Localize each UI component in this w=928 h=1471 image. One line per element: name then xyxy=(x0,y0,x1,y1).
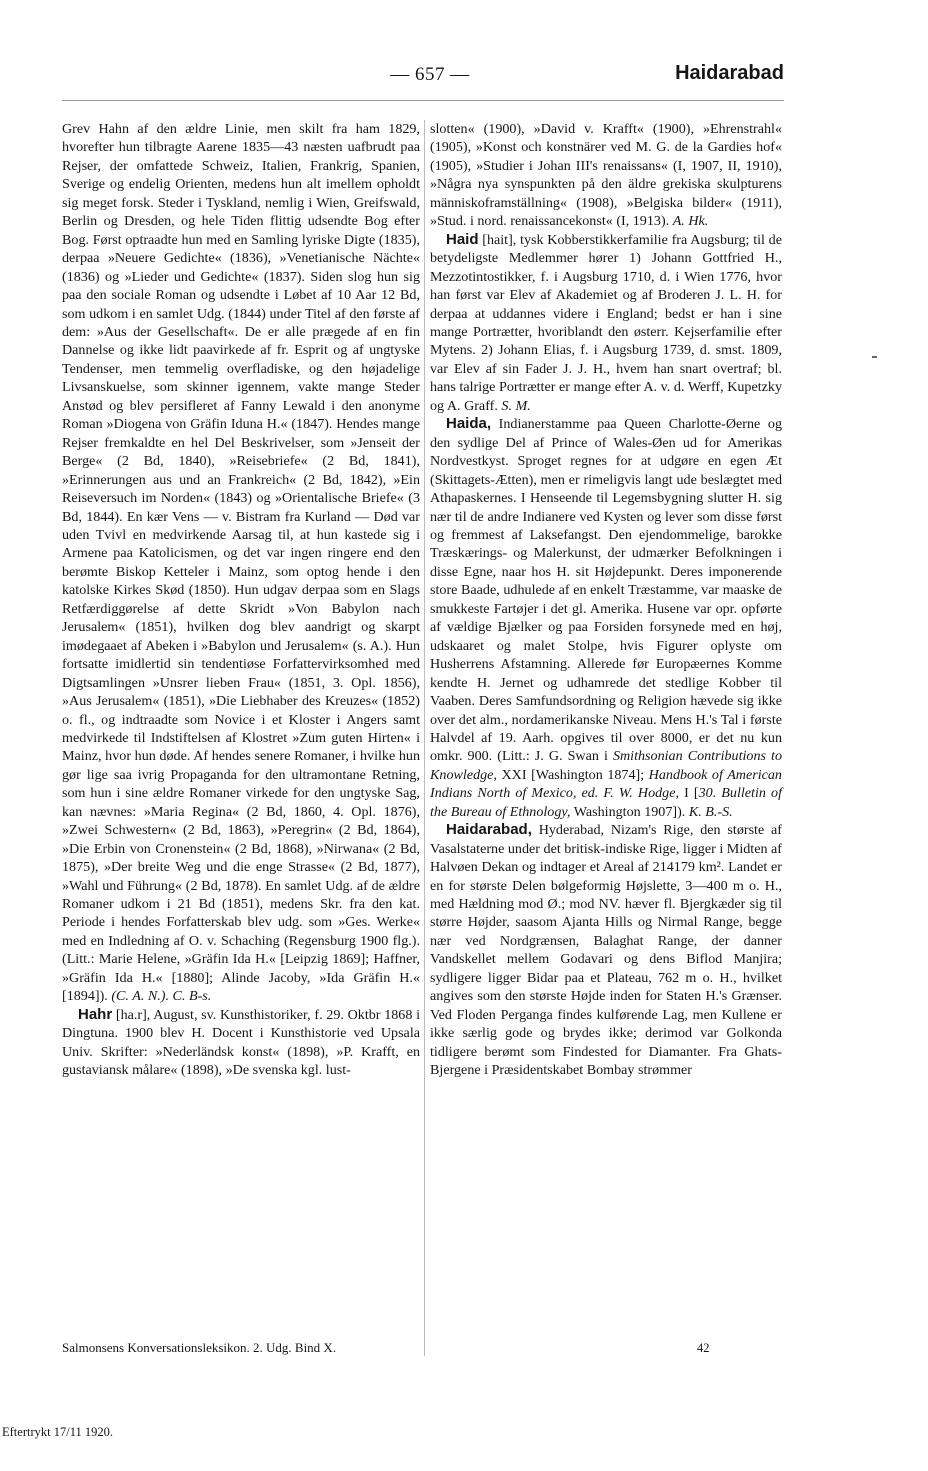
page-number: — 657 — xyxy=(390,64,470,85)
entry-text: Grev Hahn af den ældre Linie, men skilt fra ham 1829, hvorefter hun tilbragte Aarene 1835—43 næsten uafbrudt paa Rejser, der omfattede Schweiz, Italien, Frankrig, Spanien, Sverige og endelig Orienten, medens hun alt imellem opholdt sig meget forsk. Steder i Tyskland, nemlig i Wien, Greifswald, Berlin og Dresden, og hele Tiden flittig udsendte Bog efter Bog. Først optraadte hun med en Samling lyriske Digte (1835), derpaa »Neuere Gedichte« (1836), »Venetianische Nächte« (1836) og »Lieder und Gedichte« (1837). Siden slog hun sig paa den sociale Roman og udsendte i Løbet af 10 Aar 12 Bd, som udkom i en samlet Udg. (1844) under Titel af den første af dem: »Aus der Gesellschaft«. De er alle prægede af en fin Dannelse og ikke lidt paavirkede af fr. Esprit og af ungtyske Tendenser, men temmelig overfladiske, og den højadelige Livsanskuelse, som skinner igennem, vakte mange Steder Anstød og blev persifleret af Fanny Lewald i den anonyme Roman »Diogena von Gräfin Iduna H.« (1847). Hendes mange Rejser fremkaldte en hel Del Beskrivelser, som »Jenseit der Berge« (2 Bd, 1840), »Reisebriefe« (2 Bd, 1841), »Erinnerungen aus und an Frankreich« (2 Bd, 1842), »Ein Reiseversuch im Norden« (1843) og »Orientalische Briefe« (3 Bd, 1844). En kær Vens — v. Bistram fra Kurland — Død var uden Tvivl en medvirkende Aarsag til, at hun kastede sig i Armene paa Katolicismen, og det var ingen ringere end den berømte Biskop Ketteler i Mainz, som optog hende i den katolske Kirkes Skød (1850). Hun udgav derpaa som en Slags Retfærdiggørelse af dette Skridt »Von Babylon nach Jerusalem« (1851), hvilken dog blev aandrigt og skarpt imødegaaet af Abeken i »Babylon und Jerusalem« (s. A.). Hun fortsatte imidlertid sin tendentiøse Forfattervirksomhed med Digtsamlingen »Unsrer lieben Frau« (1851, 3. Opl. 1856), »Aus Jerusalem« (1851), »Die Liebhaber des Kreuzes« (1852) o. fl., og indtraadte som Novice i et Kloster i Angers samt medvirkede til Indstiftelsen af Klostret »Zum guten Hirten« i Mainz, hvor hun døde. Af hendes senere Romaner, i hvilke hun gør lige saa ivrig Propaganda for den ultramontane Retning, som hun i sine ældre Romaner virkede for den ungtyske Sag, kan nævnes: »Maria Regina« (2 Bd, 1860, 4. Opl. 1876), »Zwei Schwestern« (2 Bd, 1863), »Peregrin« (2 Bd, 1864), »Die Erbin von Cronenstein« (2 Bd, 1868), »Nirwana« (2 Bd, 1875), »Der breite Weg und die enge Strasse« (2 Bd, 1877), »Wahl und Führung« (2 Bd, 1878). En samlet Udg. af de ældre Romaner udkom i 21 Bd (1851), medens Skr. fra den kat. Periode i hendes Forfatterskab blev udg. som »Ges. Werke« med en Indledning af O. v. Schaching (Regensburg 1900 flg.). (Litt.: Marie Helene, »Gräfin Ida H.« [Leipzig 1869]; Haffner, »Gräfin Ida H.« [1880]; Alinde Jacoby, »Ida Gräfin H.« [1894]). xyxy=(62,121,420,1005)
headword-hahr: Hahr xyxy=(78,1005,113,1023)
entry-hahr-continuation xyxy=(430,120,782,231)
headword-haidarabad: Haidarabad, xyxy=(446,821,532,839)
entry-signature: (C. A. N.). C. B-s. xyxy=(111,988,212,1005)
headword-haida: Haida, xyxy=(446,415,492,433)
entry-text: Washington 1907]). xyxy=(573,803,686,820)
entry-reference: Handbook of American Indians North of Mexico, ed. F. W. Hodge, xyxy=(430,766,782,802)
reprint-note: Eftertrykt 17/11 1920. xyxy=(2,1425,113,1439)
entry-signature: A. Hk. xyxy=(672,213,709,230)
entry-text: XXI [Washington 1874]; xyxy=(501,766,645,783)
entry-text: slotten« (1900), »David v. Krafft« (1900), »Ehrenstrahl« (1905), »Konst och konstnärer ved M. G. de la Gardies hof« (1905), »Studier i Johan III's renaissans« (I, 1907, II, 1910), »Några nya synspunkten på den äldre grekiska skulpturens människoframställning« (1908), »Belgiska bilder« (1911), »Stud. i nord. renaissancekonst« (I, 1913). xyxy=(430,121,782,230)
right-column xyxy=(430,120,782,1080)
margin-mark xyxy=(872,356,877,358)
entry-hahn-continuation xyxy=(62,120,420,1006)
entry-text: Hyderabad, Nizam's Rige, den største af Vasalstaterne under det britisk-indiske Rige, ligger i Midten af Halvøen Dekan og indtager et Areal af 214179 km². Landet er en for største Delen bølgeformig Højslette, 3—400 m o. H., med Hældning mod Ø.; mod NV. hæver fl. Bjergkæder sig til større Højder, saasom Ajanta Hills og Nirmal Range, begge nær ved Nordgrænsen, Balaghat Range, der danner Vandskellet mellem Godavari og dens Biflod Manjira; sydligere ligger Bidar paa et Plateau, 762 m o. H., hvilket angives som den største Højde inden for Staten H.'s Grænser. Ved Floden Perganga findes kulførende Lag, men Kullene er ikke særlig gode og brydes ikke; derimod var Golkonda tidligere berømt som Findested for Diamanter. Fra Ghats-Bjergene i Præsidentskabet Bombay strømmer xyxy=(430,822,782,1079)
entry-haid xyxy=(430,231,782,416)
entry-haida xyxy=(430,415,782,821)
footer-publication: Salmonsens Konversationsleksikon. 2. Udg. Bind X. xyxy=(62,1340,337,1355)
running-head: Haidarabad xyxy=(675,62,784,84)
entry-haidarabad xyxy=(430,821,782,1079)
entry-reference: 30. Bulletin of the Bureau of Ethnology, xyxy=(430,785,782,820)
entry-text: I [ xyxy=(684,785,699,802)
headword-haid: Haid xyxy=(446,230,479,248)
left-column xyxy=(62,120,420,1080)
entry-text: [hait], tysk Kobberstikkerfamilie fra Augsburg; til de betydeligste Medlemmer hører 1) Johann Gottfried H., Mezzotintostikker, f. i Augsburg 1710, d. i Wien 1776, hvor han først var Elev af Akademiet og af Broderen J. L. H. for derpaa at uddannes videre i England; bedst er han i sine mange Portrætter, hvoriblandt den østerr. Kejserfamilie efter Mytens. 2) Johann Elias, f. i Augsburg 1739, d. smst. 1809, var Elev af sin Fader J. J. H., hvem han snart overtraf; bl. hans talrige Portrætter er mange efter A. v. d. Werff, Kupetzky og A. Graff. xyxy=(430,231,782,414)
footer-signature-mark: 42 xyxy=(697,1341,710,1355)
entry-reference: Smithsonian Contributions to Knowledge, xyxy=(430,748,783,783)
header-rule xyxy=(62,100,784,101)
entry-signature: S. M. xyxy=(501,397,531,414)
entry-text: [ha.r], August, sv. Kunsthistoriker, f. 29. Oktbr 1868 i Dingtuna. 1900 blev H. Docent i Kunsthistorie ved Upsala Univ. Skrifter: »Nederländsk konst« (1898), »P. Krafft, en gustaviansk målare« (1898), »De svenska kgl. lust- xyxy=(62,1006,420,1079)
entry-signature: K. B.-S. xyxy=(688,803,733,820)
column-divider xyxy=(424,120,425,1356)
entry-hahr xyxy=(62,1006,420,1080)
entry-text: Indianerstamme paa Queen Charlotte-Øerne og den sydlige Del af Prince of Wales-Øen ud for Amerikas Nordvestkyst. Sproget regnes for at udgøre en egen Æt (Skittagets-Ætten), men er rimeligvis langt ude beslægtet med Athapaskernes. I Henseende til Legemsbygning slutter H. sig nær til de andre Indianere ved Kysten og lever som disse først og fremmest af Laksefangst. Den ejendommelige, barokke Træskærings- og Malerkunst, der udmærker Befolkningen i disse Egne, naar hos H. sit Højdepunkt. Deres imponerende store Baade, udhulede af en enkelt Træstamme, var maaske de smukkeste Fartøjer i det gl. Amerika. Husene var opr. opførte af vældige Bjælker og paa Forsiden forsynede med en høj, udskaaret og malet Stolpe, hvis Figurer oplyste om Husherrens Afstamning. Allerede før Europæernes Komme kendte H. Jernet og udhamrede det stedlige Kobber til Vaaben. Deres Samfundsordning og Religion hævede sig ikke over det alm., nordamerikanske Niveau. Mens H.'s Tal i første Halvdel af 19. Aarh. opgives til over 8000, er det nu kun omkr. 900. (Litt.: J. G. Swan i xyxy=(430,416,782,765)
